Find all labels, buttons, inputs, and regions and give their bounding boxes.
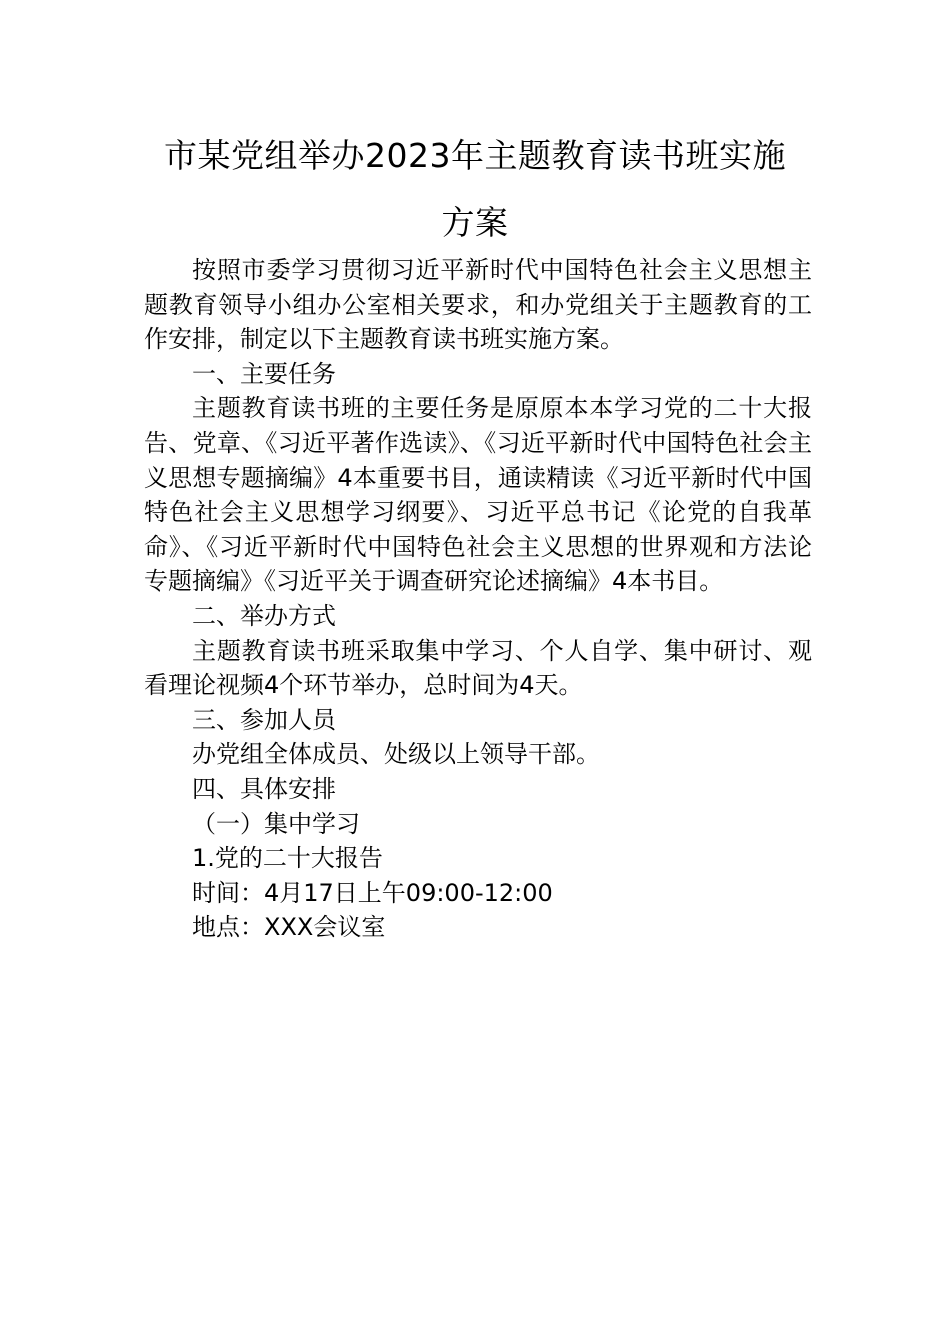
intro-paragraph: 按照市委学习贯彻习近平新时代中国特色社会主义思想主题教育领导小组办公室相关要求，和办党组关于主题教育的工作安排，制定以下主题教育读书班实施方案。 [144,256,812,354]
participants-paragraph: 办党组全体成员、处级以上领导干部。 [192,740,600,769]
main-tasks-paragraph: 主题教育读书班的主要任务是原原本本学习党的二十大报告、党章、《习近平著作选读》、《习近平新时代中国特色社会主义思想专题摘编》4本重要书目，通读精读《习近平新时代中国特色社会主义思想学习纲要》、习近平总书记《论党的自我革命》、《习近平新时代中国特色社会主义思想的世界观和方法论专题摘编》《习近平关于调查研究论述摘编》4本书目。 [144,394,812,596]
document-title-line-2: 方案 [441,203,509,242]
document-title-line-1: 市某党组举办2023年主题教育读书班实施 [164,136,786,175]
time-line: 时间：4月17日上午09:00-12:00 [192,878,553,907]
section-heading-participants: 三、参加人员 [192,705,336,734]
section-heading-arrangement: 四、具体安排 [192,774,336,803]
document-body [144,253,812,945]
subsection-heading-group-study: （一）集中学习 [192,809,360,838]
section-heading-main-tasks: 一、主要任务 [192,359,336,388]
format-paragraph: 主题教育读书班采取集中学习、个人自学、集中研讨、观看理论视频4个环节举办，总时间为4天。 [144,636,812,700]
section-heading-format: 二、举办方式 [192,601,336,630]
item-heading-report: 1.党的二十大报告 [192,844,383,873]
location-line: 地点：XXX会议室 [192,913,386,942]
